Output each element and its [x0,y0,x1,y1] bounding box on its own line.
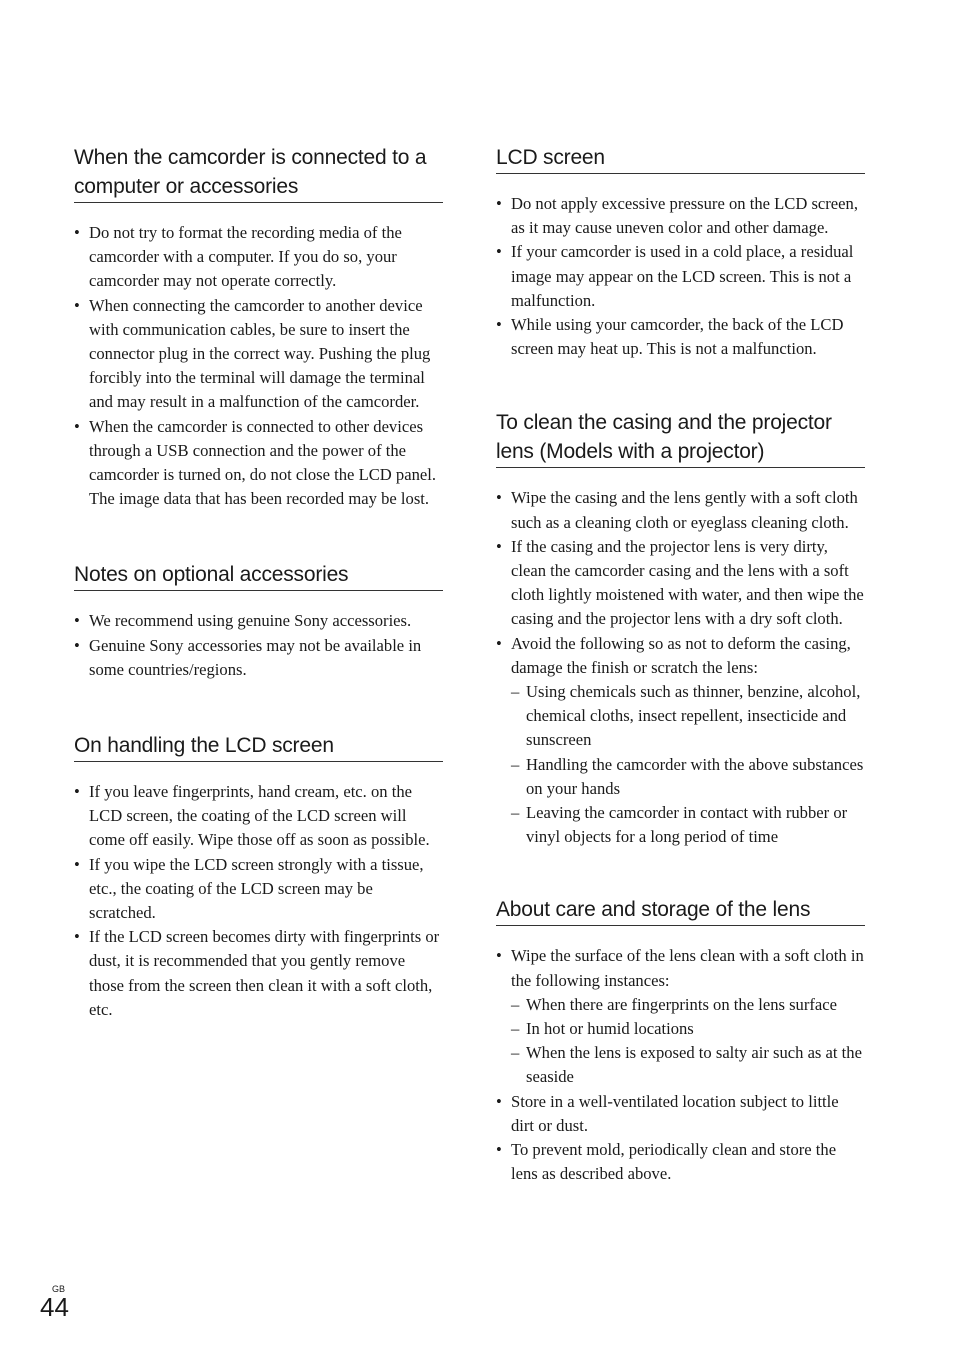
section-optional-accessories [74,560,443,682]
bullet-text: Avoid the following so as not to deform the casing, damage the finish or scratch the lens: [511,633,851,677]
section-heading: LCD screen [496,143,865,174]
bullet-list [496,944,865,1186]
bullet-item: • Genuine Sony accessories may not be available in some countries/regions. [74,634,443,682]
section-heading: On handling the LCD screen [74,731,443,762]
sub-item: – Handling the camcorder with the above substances on your hands [511,753,865,801]
bullet-item: • Do not apply excessive pressure on the LCD screen, as it may cause uneven color and other damage. [496,192,865,240]
bullet-list [496,486,865,849]
right-column [496,143,865,1187]
bullet-item: • If the casing and the projector lens is very dirty, clean the camcorder casing and the lens with a soft cloth lightly moistened with water, and then wipe the casing and the projector lens with a dry soft cloth. [496,535,865,632]
sub-item: – When the lens is exposed to salty air such as at the seaside [511,1041,865,1089]
section-heading: Notes on optional accessories [74,560,443,591]
bullet-item [496,944,865,1089]
left-column [74,143,443,1022]
bullet-list [496,192,865,361]
bullet-item: • If you wipe the LCD screen strongly with a tissue, etc., the coating of the LCD screen may be scratched. [74,853,443,926]
bullet-item: • While using your camcorder, the back of the LCD screen may heat up. This is not a malfunction. [496,313,865,361]
sub-item: – When there are fingerprints on the lens surface [511,993,865,1017]
bullet-item: • Wipe the casing and the lens gently with a soft cloth such as a cleaning cloth or eyeglass cleaning cloth. [496,486,865,534]
bullet-list [74,221,443,511]
section-lens-care [496,895,865,1186]
region-code: GB [52,1284,66,1294]
bullet-item: • If you leave fingerprints, hand cream, etc. on the LCD screen, the coating of the LCD screen will come off easily. Wipe those off as soon as possible. [74,780,443,853]
sub-item: – In hot or humid locations [511,1017,865,1041]
section-heading: When the camcorder is connected to a computer or accessories [74,143,443,203]
sub-list [511,680,865,849]
section-clean-casing [496,408,865,849]
sub-list [511,993,865,1090]
bullet-item [496,632,865,850]
section-handling-lcd [74,731,443,1022]
section-heading: To clean the casing and the projector lens (Models with a projector) [496,408,865,468]
section-lcd-screen [496,143,865,361]
bullet-item: • If the LCD screen becomes dirty with fingerprints or dust, it is recommended that you gently remove those from the screen then clean it with a soft cloth, etc. [74,925,443,1022]
bullet-item: • To prevent mold, periodically clean and store the lens as described above. [496,1138,865,1186]
bullet-item: • If your camcorder is used in a cold place, a residual image may appear on the LCD screen. This is not a malfunction. [496,240,865,313]
bullet-text: Wipe the surface of the lens clean with a soft cloth in the following instances: [511,946,864,990]
bullet-item: • Do not try to format the recording media of the camcorder with a computer. If you do so, your camcorder may not operate correctly. [74,221,443,294]
sub-item: – Using chemicals such as thinner, benzine, alcohol, chemical cloths, insect repellent, insecticide and sunscreen [511,680,865,753]
bullet-item: • When connecting the camcorder to another device with communication cables, be sure to insert the connector plug in the correct way. Pushing the plug forcibly into the terminal will damage the terminal and may result in a malfunction of the camcorder. [74,294,443,415]
bullet-item: • We recommend using genuine Sony accessories. [74,609,443,633]
sub-item: – Leaving the camcorder in contact with rubber or vinyl objects for a long period of time [511,801,865,849]
section-computer-accessories [74,143,443,511]
bullet-list [74,780,443,1022]
bullet-list [74,609,443,682]
bullet-item: • Store in a well-ventilated location subject to little dirt or dust. [496,1090,865,1138]
section-heading: About care and storage of the lens [496,895,865,926]
page-number: 44 [40,1292,69,1322]
bullet-item: • When the camcorder is connected to other devices through a USB connection and the power of the camcorder is turned on, do not close the LCD panel. The image data that has been recorded may be lost. [74,415,443,512]
